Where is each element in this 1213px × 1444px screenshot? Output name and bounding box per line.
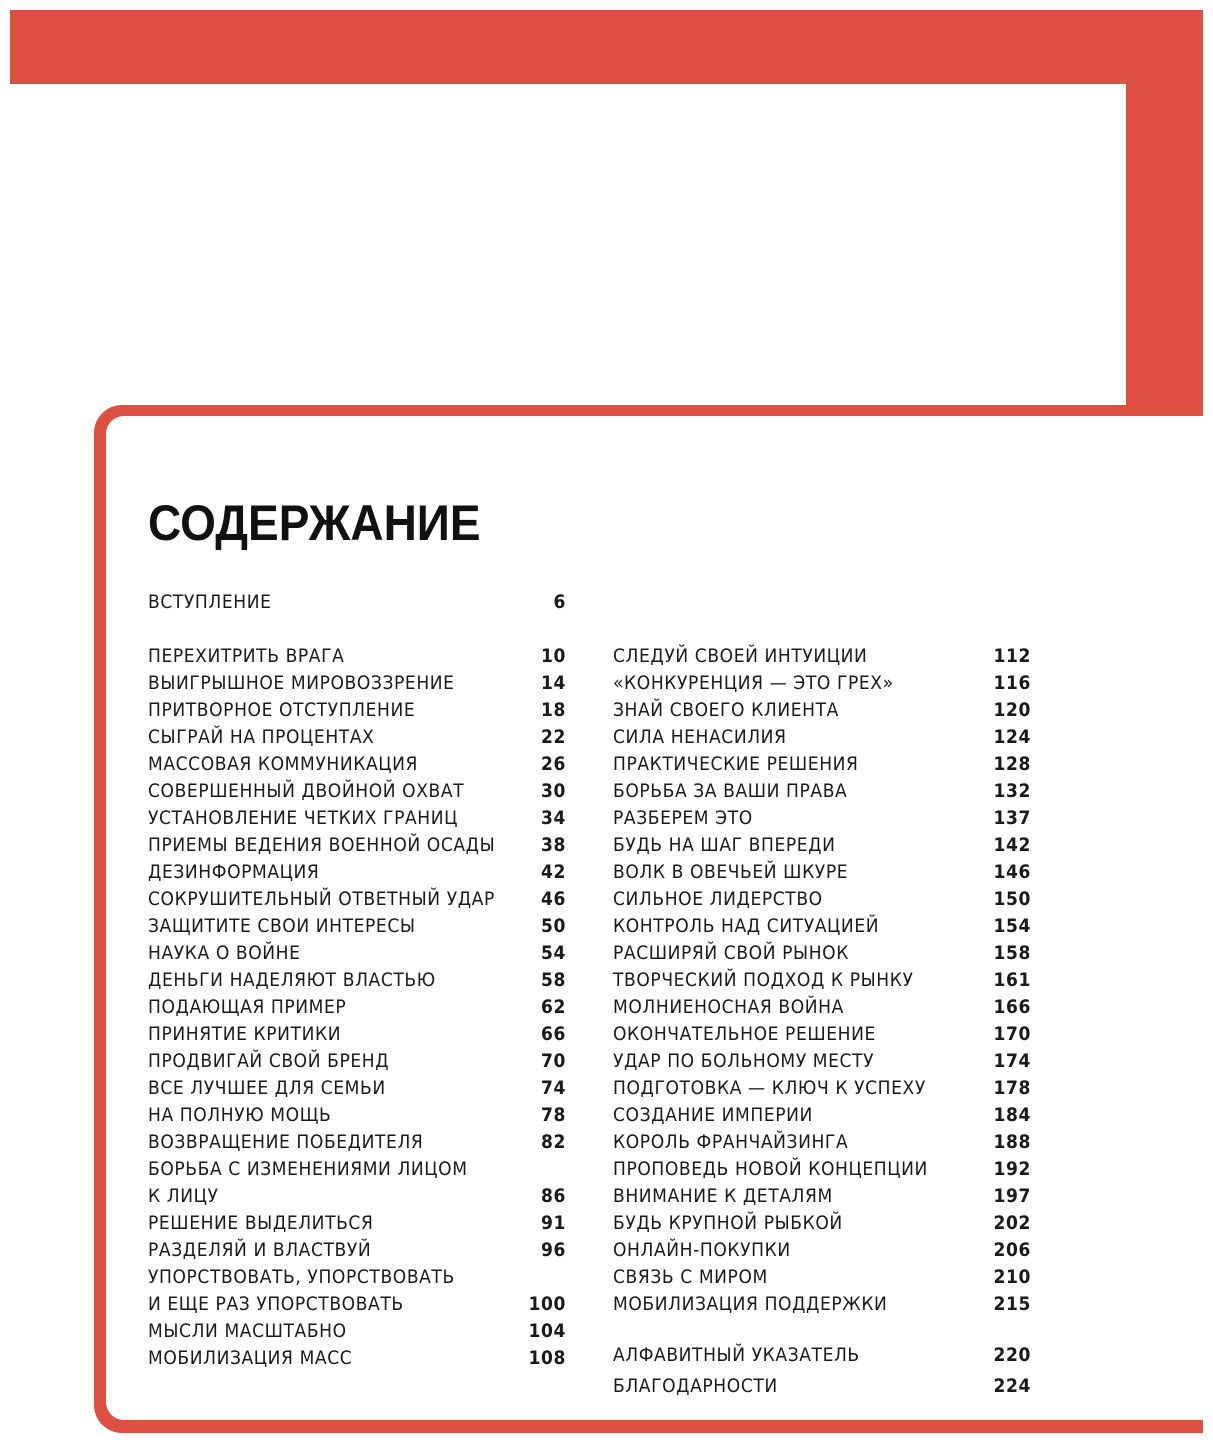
toc-entry[interactable] bbox=[148, 1129, 566, 1156]
toc-entry-page: 161 bbox=[993, 969, 1031, 991]
toc-entry[interactable] bbox=[148, 1075, 566, 1102]
toc-entry-page: 220 bbox=[993, 1344, 1031, 1366]
toc-entry-page: 91 bbox=[541, 1212, 566, 1234]
toc-entry[interactable] bbox=[613, 913, 1031, 940]
toc-left-column bbox=[148, 643, 566, 1372]
toc-entry-title: СЫГРАЙ НА ПРОЦЕНТАХ bbox=[148, 726, 375, 748]
toc-entry-page: 66 bbox=[541, 1023, 566, 1045]
toc-entry[interactable] bbox=[613, 697, 1031, 724]
toc-entry[interactable] bbox=[613, 994, 1031, 1021]
toc-entry-title: МОЛНИЕНОСНАЯ ВОЙНА bbox=[613, 996, 844, 1018]
toc-entry-page: 128 bbox=[993, 753, 1031, 775]
toc-entry-title: СОВЕРШЕННЫЙ ДВОЙНОЙ ОХВАТ bbox=[148, 780, 465, 802]
toc-entry-page: 132 bbox=[993, 780, 1031, 802]
toc-entry-title: АЛФАВИТНЫЙ УКАЗАТЕЛЬ bbox=[613, 1344, 860, 1366]
toc-entry-page: 50 bbox=[541, 915, 566, 937]
toc-entry-title: СЛЕДУЙ СВОЕЙ ИНТУИЦИИ bbox=[613, 645, 868, 667]
toc-entry-title: РАСШИРЯЙ СВОЙ РЫНОК bbox=[613, 942, 849, 964]
toc-entry[interactable] bbox=[613, 1183, 1031, 1210]
toc-entry-page: 206 bbox=[993, 1239, 1031, 1261]
toc-entry-page: 78 bbox=[541, 1104, 566, 1126]
toc-entry[interactable] bbox=[148, 994, 566, 1021]
toc-entry-title: ПРОПОВЕДЬ НОВОЙ КОНЦЕПЦИИ bbox=[613, 1158, 928, 1180]
toc-entry[interactable] bbox=[613, 1264, 1031, 1291]
toc-entry-title: КОНТРОЛЬ НАД СИТУАЦИЕЙ bbox=[613, 915, 880, 937]
toc-entry-page: 137 bbox=[993, 807, 1031, 829]
toc-entry-page: 58 bbox=[541, 969, 566, 991]
toc-entry-page: 192 bbox=[993, 1158, 1031, 1180]
toc-entry[interactable] bbox=[148, 589, 566, 616]
toc-entry[interactable] bbox=[613, 751, 1031, 778]
toc-entry-page: 62 bbox=[541, 996, 566, 1018]
toc-entry[interactable] bbox=[613, 1371, 1031, 1402]
toc-entry[interactable] bbox=[148, 1048, 566, 1075]
toc-entry-title: ОКОНЧАТЕЛЬНОЕ РЕШЕНИЕ bbox=[613, 1023, 876, 1045]
toc-entry-title: «КОНКУРЕНЦИЯ — ЭТО ГРЕХ» bbox=[613, 672, 894, 694]
toc-entry[interactable] bbox=[613, 940, 1031, 967]
toc-entry[interactable] bbox=[613, 1102, 1031, 1129]
toc-entry-page: 82 bbox=[541, 1131, 566, 1153]
toc-entry-page: 202 bbox=[993, 1212, 1031, 1234]
toc-entry-page: 54 bbox=[541, 942, 566, 964]
toc-entry-title: СИЛА НЕНАСИЛИЯ bbox=[613, 726, 787, 748]
toc-entry-page: 210 bbox=[993, 1266, 1031, 1288]
toc-entry-title: БОРЬБА С ИЗМЕНЕНИЯМИ ЛИЦОМ bbox=[148, 1158, 468, 1180]
toc-entry-page: 116 bbox=[993, 672, 1031, 694]
toc-entry-page: 42 bbox=[541, 861, 566, 883]
toc-entry-title: ДЕНЬГИ НАДЕЛЯЮТ ВЛАСТЬЮ bbox=[148, 969, 436, 991]
toc-entry-title: УПОРСТВОВАТЬ, УПОРСТВОВАТЬ bbox=[148, 1266, 455, 1288]
toc-entry-title: БОРЬБА ЗА ВАШИ ПРАВА bbox=[613, 780, 848, 802]
toc-entry-page: 154 bbox=[993, 915, 1031, 937]
toc-entry[interactable] bbox=[613, 967, 1031, 994]
toc-entry[interactable] bbox=[148, 643, 566, 670]
right-red-bar bbox=[1126, 10, 1203, 414]
toc-back-matter bbox=[613, 1340, 1031, 1402]
toc-entry[interactable] bbox=[148, 832, 566, 859]
toc-entry-title: ВЫИГРЫШНОЕ МИРОВОЗЗРЕНИЕ bbox=[148, 672, 455, 694]
toc-entry[interactable] bbox=[613, 1075, 1031, 1102]
toc-entry[interactable] bbox=[148, 751, 566, 778]
page-title: СОДЕРЖАНИЕ bbox=[148, 495, 481, 551]
toc-entry-page: 18 bbox=[541, 699, 566, 721]
toc-entry-page: 112 bbox=[993, 645, 1031, 667]
toc-entry[interactable] bbox=[613, 805, 1031, 832]
toc-entry[interactable] bbox=[148, 967, 566, 994]
toc-entry[interactable] bbox=[148, 1102, 566, 1129]
toc-entry-title: ЗНАЙ СВОЕГО КЛИЕНТА bbox=[613, 699, 839, 721]
toc-entry-title: ВСТУПЛЕНИЕ bbox=[148, 591, 272, 613]
toc-entry[interactable] bbox=[613, 1156, 1031, 1183]
toc-entry[interactable] bbox=[148, 778, 566, 805]
toc-entry[interactable] bbox=[148, 1210, 566, 1237]
toc-entry-page: 10 bbox=[541, 645, 566, 667]
toc-entry-title: СОЗДАНИЕ ИМПЕРИИ bbox=[613, 1104, 813, 1126]
toc-entry[interactable] bbox=[148, 886, 566, 913]
toc-entry-title: ПРАКТИЧЕСКИЕ РЕШЕНИЯ bbox=[613, 753, 859, 775]
toc-entry-title: МАССОВАЯ КОММУНИКАЦИЯ bbox=[148, 753, 418, 775]
toc-entry[interactable] bbox=[148, 1237, 566, 1264]
toc-entry-page: 120 bbox=[993, 699, 1031, 721]
toc-entry-title: ВНИМАНИЕ К ДЕТАЛЯМ bbox=[613, 1185, 833, 1207]
toc-entry[interactable] bbox=[613, 1210, 1031, 1237]
toc-entry-page: 184 bbox=[993, 1104, 1031, 1126]
toc-entry-page: 124 bbox=[993, 726, 1031, 748]
toc-entry[interactable] bbox=[148, 1318, 566, 1345]
toc-entry[interactable] bbox=[148, 1021, 566, 1048]
toc-entry-title: НАУКА О ВОЙНЕ bbox=[148, 942, 301, 964]
toc-right-column bbox=[613, 643, 1031, 1318]
toc-entry-title: ПРИТВОРНОЕ ОТСТУПЛЕНИЕ bbox=[148, 699, 416, 721]
toc-entry[interactable] bbox=[613, 724, 1031, 751]
toc-entry[interactable] bbox=[613, 832, 1031, 859]
toc-entry[interactable] bbox=[613, 643, 1031, 670]
toc-entry-page: 96 bbox=[541, 1239, 566, 1261]
toc-entry-title: К ЛИЦУ bbox=[148, 1185, 219, 1207]
toc-entry-page: 170 bbox=[993, 1023, 1031, 1045]
toc-entry-title: МЫСЛИ МАСШТАБНО bbox=[148, 1320, 347, 1342]
toc-intro bbox=[148, 589, 566, 616]
toc-entry[interactable] bbox=[613, 1237, 1031, 1264]
toc-entry-title: МОБИЛИЗАЦИЯ МАСС bbox=[148, 1347, 353, 1369]
toc-entry-page: 104 bbox=[528, 1320, 566, 1342]
toc-entry-title: ПРИНЯТИЕ КРИТИКИ bbox=[148, 1023, 342, 1045]
toc-entry-title: КОРОЛЬ ФРАНЧАЙЗИНГА bbox=[613, 1131, 849, 1153]
toc-entry[interactable] bbox=[613, 1291, 1031, 1318]
toc-entry-title: И ЕЩЕ РАЗ УПОРСТВОВАТЬ bbox=[148, 1293, 404, 1315]
toc-entry-page: 197 bbox=[993, 1185, 1031, 1207]
toc-entry[interactable] bbox=[148, 859, 566, 886]
toc-entry-title: ПОДГОТОВКА — КЛЮЧ К УСПЕХУ bbox=[613, 1077, 926, 1099]
toc-entry[interactable] bbox=[148, 940, 566, 967]
toc-entry[interactable] bbox=[613, 859, 1031, 886]
toc-entry[interactable] bbox=[148, 913, 566, 940]
toc-entry[interactable] bbox=[613, 1021, 1031, 1048]
toc-entry-page: 215 bbox=[993, 1293, 1031, 1315]
toc-entry-page: 46 bbox=[541, 888, 566, 910]
toc-entry-title: ПРИЕМЫ ВЕДЕНИЯ ВОЕННОЙ ОСАДЫ bbox=[148, 834, 496, 856]
toc-entry[interactable] bbox=[148, 1345, 566, 1372]
toc-entry-page: 158 bbox=[993, 942, 1031, 964]
toc-entry[interactable] bbox=[613, 1048, 1031, 1075]
toc-entry-title: БУДЬ КРУПНОЙ РЫБКОЙ bbox=[613, 1212, 843, 1234]
toc-entry-page: 100 bbox=[528, 1293, 566, 1315]
toc-entry-page: 150 bbox=[993, 888, 1031, 910]
toc-entry[interactable] bbox=[148, 670, 566, 697]
toc-entry[interactable] bbox=[148, 1264, 566, 1291]
toc-entry-title: УДАР ПО БОЛЬНОМУ МЕСТУ bbox=[613, 1050, 875, 1072]
toc-entry-title: ВОЗВРАЩЕНИЕ ПОБЕДИТЕЛЯ bbox=[148, 1131, 424, 1153]
toc-entry-title: УСТАНОВЛЕНИЕ ЧЕТКИХ ГРАНИЦ bbox=[148, 807, 458, 829]
toc-entry-title: ДЕЗИНФОРМАЦИЯ bbox=[148, 861, 320, 883]
toc-entry-page: 174 bbox=[993, 1050, 1031, 1072]
toc-entry-page: 188 bbox=[993, 1131, 1031, 1153]
toc-entry-title: СОКРУШИТЕЛЬНЫЙ ОТВЕТНЫЙ УДАР bbox=[148, 888, 495, 910]
toc-entry-page: 14 bbox=[541, 672, 566, 694]
toc-entry-title: СИЛЬНОЕ ЛИДЕРСТВО bbox=[613, 888, 823, 910]
toc-entry-page: 74 bbox=[541, 1077, 566, 1099]
toc-entry-page: 22 bbox=[541, 726, 566, 748]
toc-entry-page: 70 bbox=[541, 1050, 566, 1072]
toc-entry-page: 30 bbox=[541, 780, 566, 802]
toc-entry-title: ЗАЩИТИТЕ СВОИ ИНТЕРЕСЫ bbox=[148, 915, 416, 937]
toc-entry[interactable] bbox=[148, 1183, 566, 1210]
toc-entry-title: ПОДАЮЩАЯ ПРИМЕР bbox=[148, 996, 347, 1018]
toc-entry[interactable] bbox=[148, 805, 566, 832]
toc-entry-page: 146 bbox=[993, 861, 1031, 883]
toc-entry-title: НА ПОЛНУЮ МОЩЬ bbox=[148, 1104, 332, 1126]
toc-entry-title: ОНЛАЙН-ПОКУПКИ bbox=[613, 1239, 791, 1261]
toc-entry[interactable] bbox=[613, 778, 1031, 805]
toc-entry-page: 142 bbox=[993, 834, 1031, 856]
toc-entry[interactable] bbox=[148, 697, 566, 724]
toc-entry-title: РЕШЕНИЕ ВЫДЕЛИТЬСЯ bbox=[148, 1212, 374, 1234]
toc-entry-page: 178 bbox=[993, 1077, 1031, 1099]
toc-entry-page: 108 bbox=[528, 1347, 566, 1369]
toc-entry[interactable] bbox=[613, 886, 1031, 913]
toc-entry-page: 34 bbox=[541, 807, 566, 829]
toc-entry-title: МОБИЛИЗАЦИЯ ПОДДЕРЖКИ bbox=[613, 1293, 888, 1315]
toc-entry-page: 166 bbox=[993, 996, 1031, 1018]
toc-entry-title: РАЗБЕРЕМ ЭТО bbox=[613, 807, 753, 829]
toc-entry[interactable] bbox=[148, 724, 566, 751]
toc-entry[interactable] bbox=[148, 1156, 566, 1183]
toc-entry-title: БЛАГОДАРНОСТИ bbox=[613, 1375, 778, 1397]
toc-entry-title: ПЕРЕХИТРИТЬ ВРАГА bbox=[148, 645, 345, 667]
toc-entry-page: 224 bbox=[993, 1375, 1031, 1397]
toc-entry[interactable] bbox=[613, 1129, 1031, 1156]
toc-entry[interactable] bbox=[148, 1291, 566, 1318]
toc-entry[interactable] bbox=[613, 670, 1031, 697]
toc-entry-page: 6 bbox=[553, 591, 566, 613]
toc-entry-title: РАЗДЕЛЯЙ И ВЛАСТВУЙ bbox=[148, 1239, 372, 1261]
toc-entry-title: ПРОДВИГАЙ СВОЙ БРЕНД bbox=[148, 1050, 390, 1072]
toc-entry-title: СВЯЗЬ С МИРОМ bbox=[613, 1266, 768, 1288]
top-red-bar bbox=[10, 10, 1203, 84]
toc-entry-page: 38 bbox=[541, 834, 566, 856]
toc-entry-title: ВСЕ ЛУЧШЕЕ ДЛЯ СЕМЬИ bbox=[148, 1077, 386, 1099]
toc-entry-page: 26 bbox=[541, 753, 566, 775]
toc-entry-title: ТВОРЧЕСКИЙ ПОДХОД К РЫНКУ bbox=[613, 969, 914, 991]
toc-entry[interactable] bbox=[613, 1340, 1031, 1371]
toc-entry-page: 86 bbox=[541, 1185, 566, 1207]
toc-entry-title: ВОЛК В ОВЕЧЬЕЙ ШКУРЕ bbox=[613, 861, 849, 883]
toc-entry-title: БУДЬ НА ШАГ ВПЕРЕДИ bbox=[613, 834, 836, 856]
